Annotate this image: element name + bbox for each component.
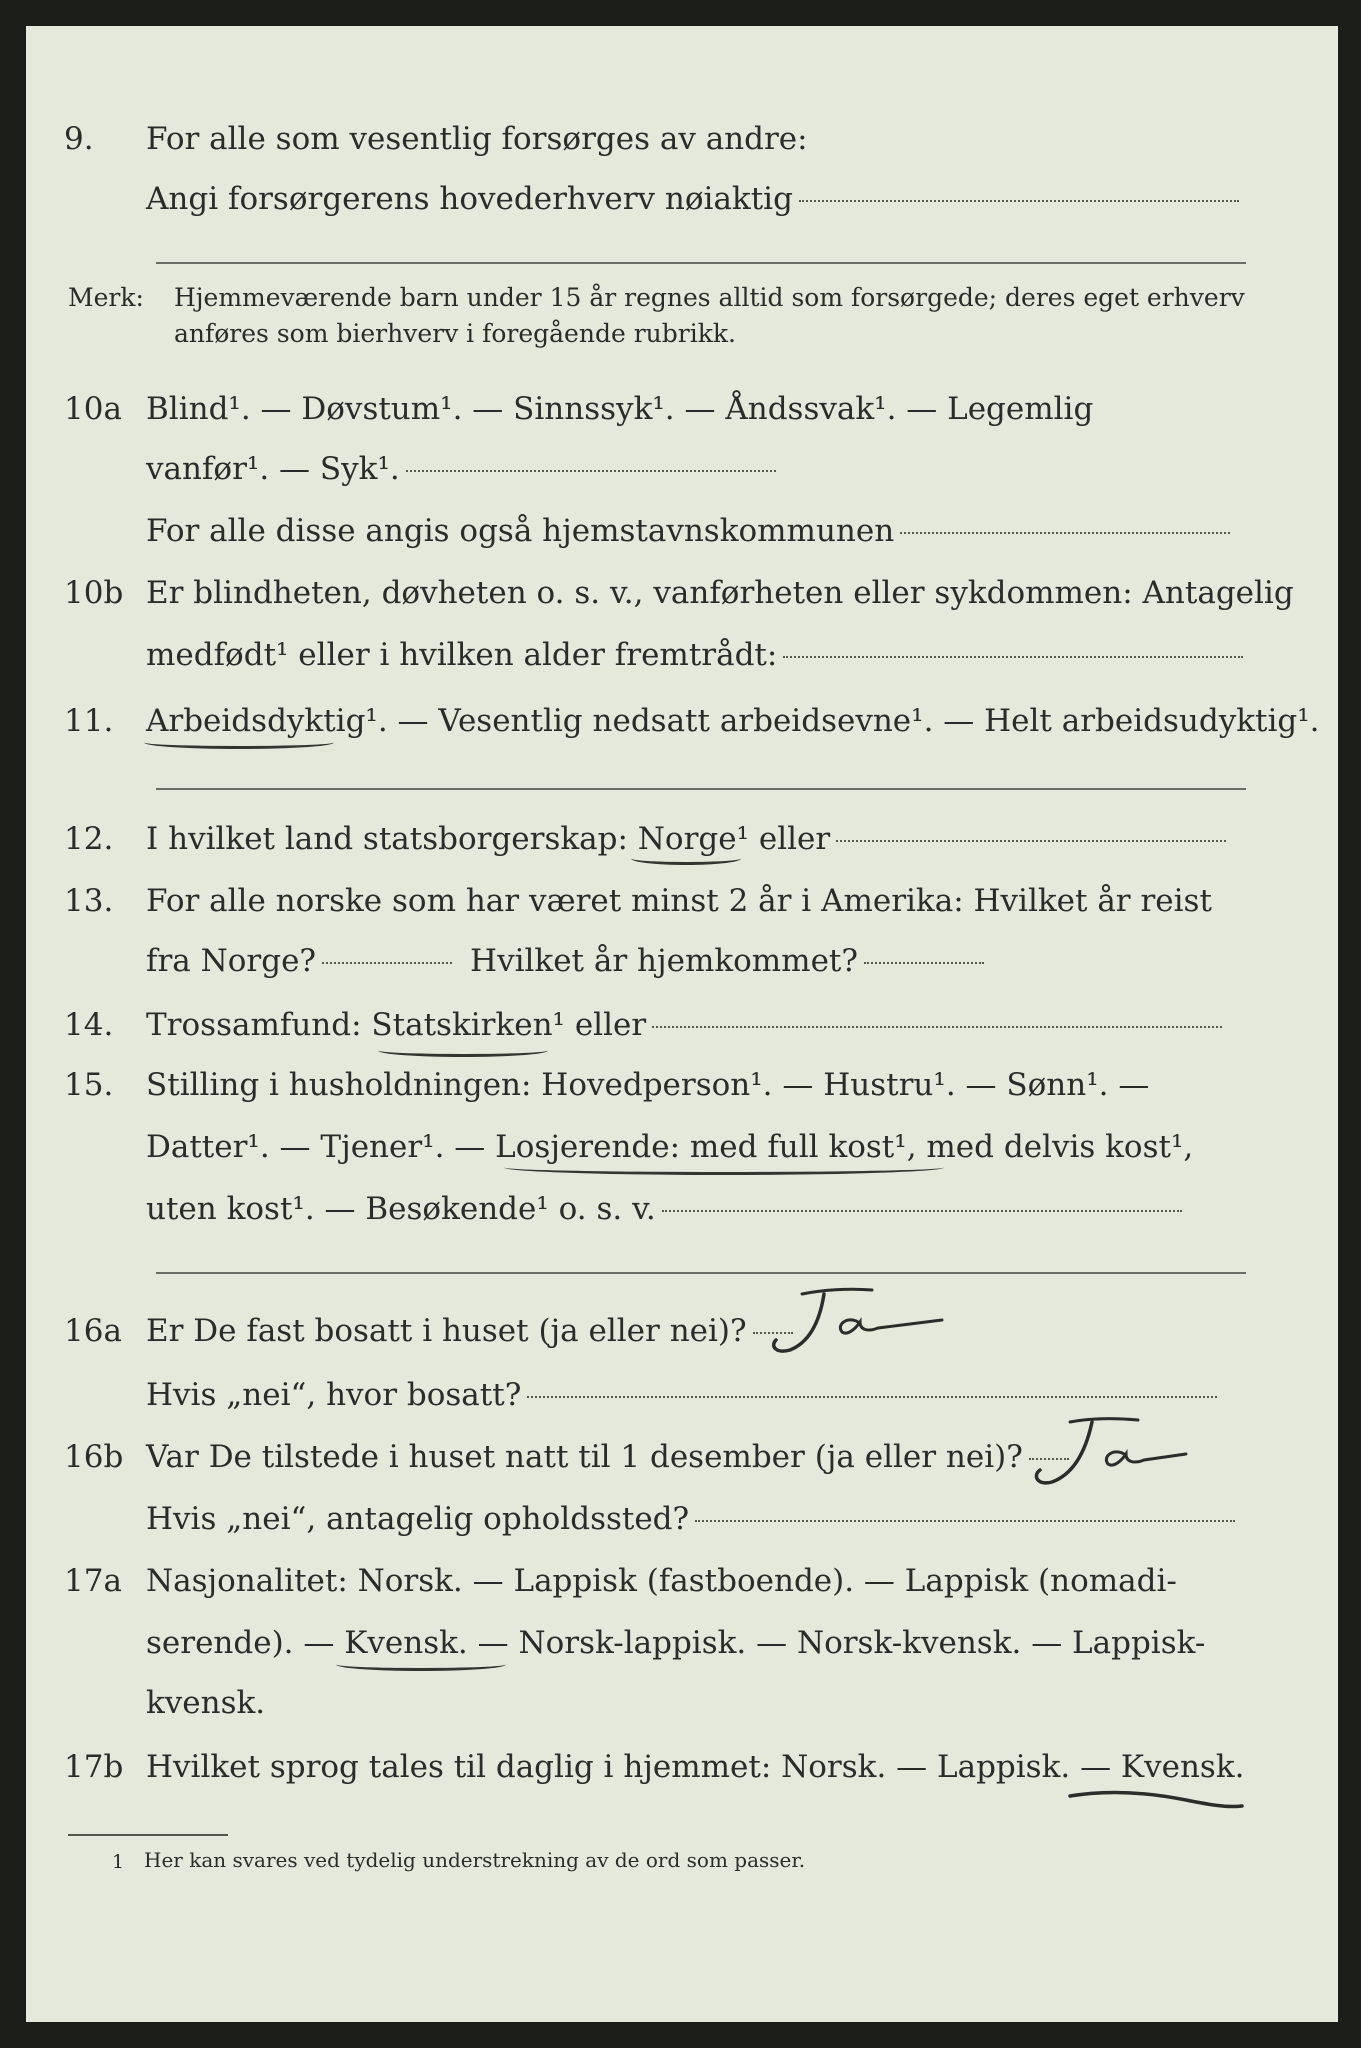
q12-number: 12. [64, 821, 114, 857]
q17a-number: 17a [64, 1563, 122, 1599]
q10a-text-2: vanfør¹. — Syk¹. [146, 451, 400, 487]
q15-text-2: Datter¹. — Tjener¹. — Losjerende: med full kost¹, med delvis kost¹, [146, 1129, 1194, 1165]
footnote-text: Her kan svares ved tydelig understrekning av de ord som passer. [144, 1848, 806, 1872]
q10b-text: Er blindheten, døvheten o. s. v., vanførheten eller sykdommen: Antagelig [146, 575, 1294, 611]
q13-return-year-line[interactable] [864, 962, 984, 964]
q17b-handwritten-underline-kvensk [1066, 1782, 1246, 1822]
q17a-underline-kvensk [336, 1658, 506, 1671]
q9-main-occupation-label: Angi forsørgerens hovederhverv nøiaktig [146, 181, 793, 217]
q16b-text: Var De tilstede i huset natt til 1 desember (ja eller nei)? [146, 1439, 1023, 1475]
q13-text: For alle norske som har været minst 2 år i Amerika: Hvilket år reist [146, 883, 1212, 919]
q11-answer-line[interactable] [156, 788, 1246, 790]
q9-answer-line[interactable] [799, 200, 1239, 202]
q17b-text: Hvilket sprog tales til daglig i hjemmet: Norsk. — Lappisk. — Kvensk. [146, 1749, 1245, 1785]
q9-number: 9. [64, 121, 94, 157]
q9-answer-line-2[interactable] [156, 262, 1246, 264]
census-form-page [26, 26, 1338, 2022]
q16b-number: 16b [64, 1439, 124, 1475]
q16b-handwritten-ja [1026, 1410, 1206, 1494]
note-text-2: anføres som bierhverv i foregående rubrikk. [174, 319, 736, 348]
footnote-separator [68, 1834, 228, 1836]
q10b-text-2: medfødt¹ eller i hvilken alder fremtrådt: [146, 637, 778, 673]
q17a-text: Nasjonalitet: Norsk. — Lappisk (fastboende). — Lappisk (nomadi- [146, 1563, 1177, 1599]
q15-answer-line-2[interactable] [156, 1272, 1246, 1274]
q17b-number: 17b [64, 1749, 124, 1785]
q17a-text-2: serende). — Kvensk. — Norsk-lappisk. — Norsk-kvensk. — Lappisk- [146, 1625, 1206, 1661]
q13-return-label: Hvilket år hjemkommet? [470, 943, 859, 979]
q16b-whereabouts-line[interactable] [695, 1520, 1235, 1522]
q16a-text-2: Hvis „nei“, hvor bosatt? [146, 1377, 522, 1413]
note-text-1: Hjemmeværende barn under 15 år regnes alltid som forsørgede; deres eget erhverv [174, 283, 1245, 312]
q11-text: Arbeidsdyktig¹. — Vesentlig nedsatt arbeidsevne¹. — Helt arbeidsudyktig¹. [146, 703, 1320, 739]
q16a-residence-line[interactable] [527, 1396, 1217, 1398]
q15-text: Stilling i husholdningen: Hovedperson¹. — Hustru¹. — Sønn¹. — [146, 1067, 1150, 1103]
q15-number: 15. [64, 1067, 114, 1103]
q10b-answer-line[interactable] [783, 656, 1243, 658]
q12-answer-line[interactable] [836, 840, 1226, 842]
q15-text-3: uten kost¹. — Besøkende¹ o. s. v. [146, 1191, 656, 1227]
q11-underline-arbeidsdyktig [144, 736, 334, 749]
q16a-number: 16a [64, 1313, 122, 1349]
q14-number: 14. [64, 1007, 114, 1043]
q14-text: Trossamfund: Statskirken¹ eller [146, 1007, 647, 1043]
q10a-home-municipality-label: For alle disse angis også hjemstavnskommunen [146, 513, 895, 549]
q14-underline-statskirken [378, 1044, 548, 1057]
q17a-text-3: kvensk. [146, 1685, 266, 1721]
q9-text: For alle som vesentlig forsørges av andre: [146, 121, 808, 157]
q10a-text: Blind¹. — Døvstum¹. — Sinnssyk¹. — Åndssvak¹. — Legemlig [146, 391, 1094, 427]
q13-departure-label: fra Norge? [146, 943, 317, 979]
q13-number: 13. [64, 883, 114, 919]
q10b-number: 10b [64, 575, 124, 611]
q11-number: 11. [64, 703, 114, 739]
q14-answer-line[interactable] [652, 1026, 1222, 1028]
q10a-municipality-line[interactable] [900, 532, 1230, 534]
q15-answer-line[interactable] [662, 1210, 1182, 1212]
q12-underline-norge [631, 852, 741, 865]
q16a-handwritten-ja [762, 1280, 962, 1360]
q12-text: I hvilket land statsborgerskap: Norge¹ eller [146, 821, 831, 857]
q10a-answer-line[interactable] [406, 470, 776, 472]
q15-underline-losjerende [504, 1160, 944, 1175]
footnote-mark: 1 [112, 1851, 125, 1873]
q16b-text-2: Hvis „nei“, antagelig opholdssted? [146, 1501, 690, 1537]
q13-departure-year-line[interactable] [322, 962, 452, 964]
note-label: Merk: [68, 283, 144, 312]
q16a-text: Er De fast bosatt i huset (ja eller nei)? [146, 1313, 747, 1349]
q10a-number: 10a [64, 391, 122, 427]
